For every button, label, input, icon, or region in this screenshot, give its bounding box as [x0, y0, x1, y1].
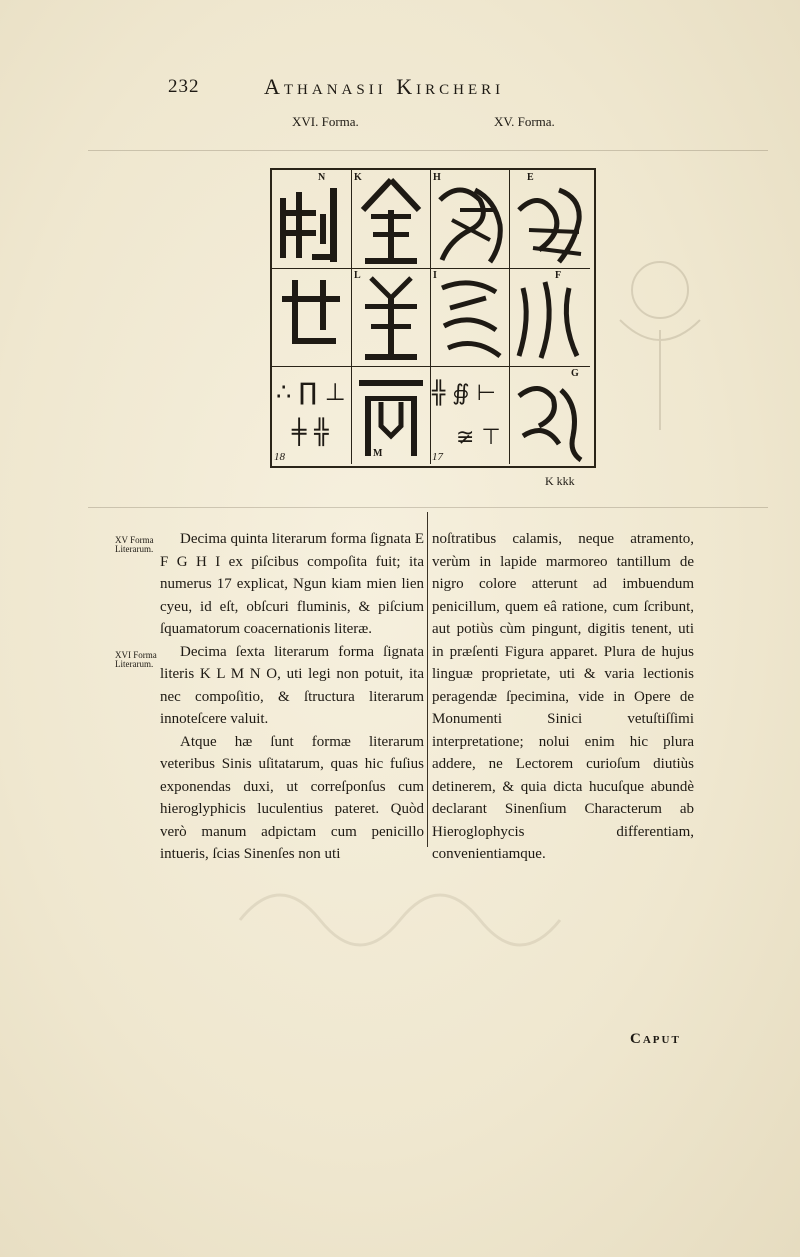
cell-letter: F: [555, 270, 562, 281]
forma-caption-right: XV. Forma.: [494, 114, 555, 129]
grid-cell-o: [272, 268, 352, 367]
seal-character-glyph: [272, 268, 351, 366]
paragraph-nostratibus: noſtratibus calamis, neque atramento, verùm in lapide marmoreo tantillum de nigro colore atterunt ad imbuendum penicillum, quem eâ ratione, cum ſcribunt, aut potiùs cùm pingunt, digitis tenent, uti in præſenti Figura apparet. Plura de hujus linguæ proprietate, uti & varia lectionis peragendæ ſpecimina, vide in Opere de Monumenti Sinici vetuſtiſſimi interpretatione; nolui enim hic plura addere, ne Lectorem curioſum diutiùs detinerem, & quia dicta hucuſque abundè declarant Sinenſium Characterum ab Hieroglophycis differentiam, convenientiamque.: [432, 531, 694, 862]
fish-character-glyph: [509, 366, 590, 464]
running-title: Athanasii Kircheri: [264, 74, 505, 99]
modern-character-glyph: [272, 366, 351, 464]
cell-number: 17: [432, 451, 443, 463]
catchword: Caput: [630, 1031, 681, 1047]
left-column: [160, 528, 424, 866]
fish-character-glyph: [430, 170, 509, 268]
grid-cell-g: [509, 366, 590, 464]
fish-character-glyph: [430, 268, 509, 366]
fish-character-glyph: [509, 268, 590, 366]
cell-letter: N: [318, 172, 326, 183]
grid-cell-e: [509, 170, 590, 269]
svg-text:≆ ⊤: ≆ ⊤: [456, 425, 501, 450]
right-column: [432, 528, 694, 866]
page-number: 232: [168, 76, 200, 97]
cell-letter: H: [433, 172, 441, 183]
seal-character-glyph: [351, 170, 430, 268]
svg-text:∴ ∏ ⊥: ∴ ∏ ⊥: [276, 378, 346, 406]
bleed-through-ornament: [220, 860, 580, 970]
svg-text:╪ ╬: ╪ ╬: [292, 418, 329, 446]
cell-letter: I: [433, 270, 437, 281]
cell-letter: K: [354, 172, 362, 183]
seal-character-glyph: [351, 268, 430, 366]
margin-note-xv: XV Forma Literarum.: [115, 535, 154, 554]
cell-number: 18: [274, 451, 285, 463]
grid-cell-f: [509, 268, 590, 367]
paragraph-atque: Atque hæ ſunt formæ literarum veteribus Sinis uſitatarum, quas hic fuſius exponendas duxi, ut correſponſus cum hieroglyphicis luculentius pateret. Quòd verò manum adpictam cum penicillo intueris, ſcias Sinenſes non uti: [160, 733, 424, 862]
grid-cell-k: [351, 170, 431, 269]
seal-character-glyph: [351, 366, 430, 464]
fish-character-glyph: [509, 170, 590, 268]
column-rule: [427, 512, 428, 847]
paragraph-forma-xv: Decima quinta literarum forma ſignata E F G H I ex piſcibus compoſita fuit; ita numerus 17 explicat, Ngun kiam mien lien cyeu, id eſt, obſcuri fluminis, & piſcium ſquamatorum coacernationis literæ.: [160, 531, 424, 637]
forma-caption-left: XVI. Forma.: [292, 114, 359, 129]
character-grid-plate: [270, 168, 596, 468]
signature-mark: K kkk: [545, 474, 575, 488]
cell-letter: L: [354, 270, 361, 281]
paragraph-forma-xvi: Decima ſexta literarum forma ſignata literis K L M N O, uti legi non potuit, ita nec compoſitio, & ſtructura literarum innoteſcere valuit.: [160, 643, 424, 727]
grid-cell-m: [351, 366, 431, 464]
grid-cell-modern-18: [272, 366, 352, 464]
cell-letter: G: [571, 368, 579, 379]
margin-note-xvi: XVI Forma Literarum.: [115, 650, 157, 669]
grid-cell-n: [272, 170, 352, 269]
cell-letter: E: [527, 172, 534, 183]
grid-cell-i: [430, 268, 510, 367]
running-head: [168, 74, 608, 100]
grid-cell-l: [351, 268, 431, 367]
modern-character-glyph: [430, 366, 509, 464]
grid-cell-h: [430, 170, 510, 269]
grid-cell-modern-17: [430, 366, 510, 464]
cell-letter: M: [373, 448, 383, 459]
svg-text:╬ ∯ ⊢: ╬ ∯ ⊢: [432, 381, 496, 406]
seal-character-glyph: [272, 170, 351, 268]
